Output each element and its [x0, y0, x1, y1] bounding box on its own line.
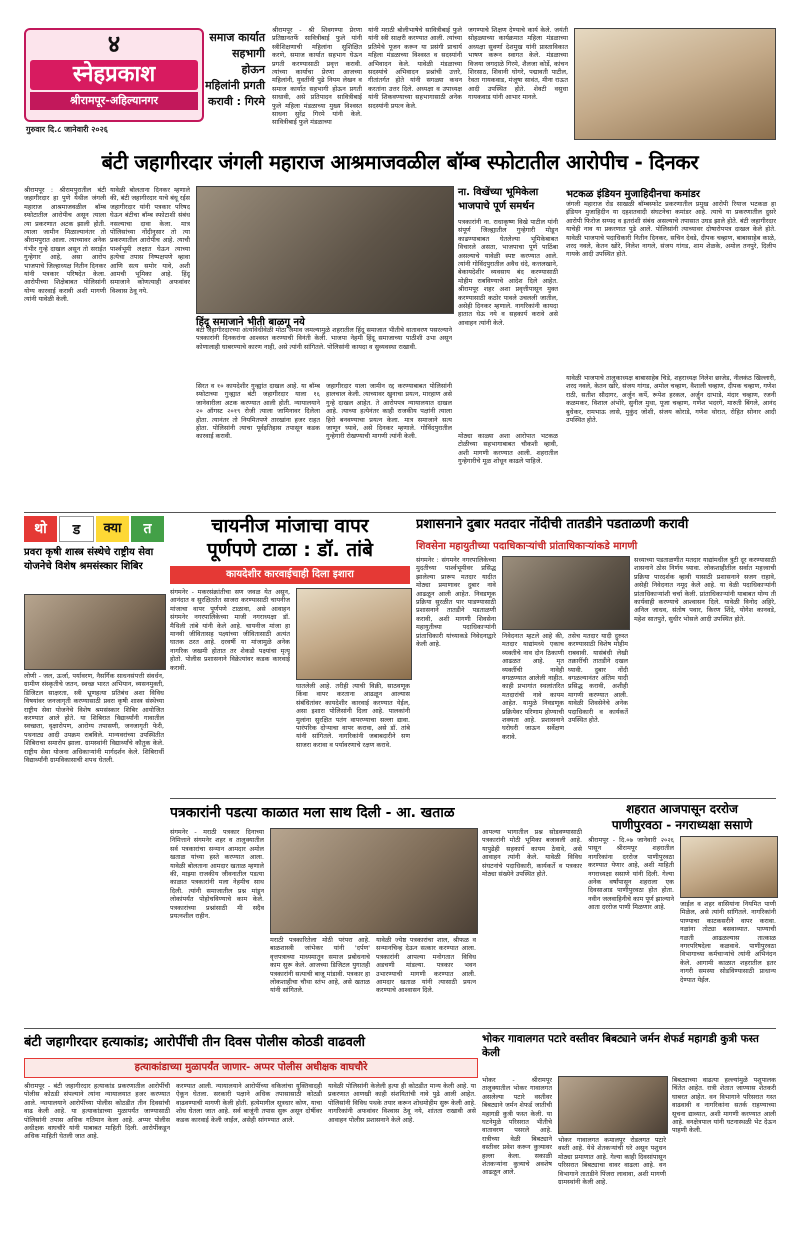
voters-headline: प्रशासनाने दुबार मतदार नोंदीची तातडीने पडताळणी करावी [416, 517, 689, 532]
badge-letter: त [131, 516, 164, 542]
badge-letter: थो [24, 516, 57, 542]
top-article-col3: जगण्याचे शिक्षण देण्याचे कार्य केले. जयंती सोहळ्याच्या कार्यक्रमात महिला मंडळाच्या अध्यक्षा सुवर्णा देशमुख यांनी प्रास्ताविकात भाषण करून स्वागत केले. मंडळाच्या विजया जगदाळे गिरमे, शैलजा कोर्डे, कांचन शिरसाठ, शिवानी घोगरे, पद्मावती पाटील, रेवता गायकवाड, मंजूषा सावंत, मीना राऊत आदी उपस्थित होते. शेवटी वसुधा गायकवाड यांनी आभार मानले. [468, 26, 568, 102]
lead-col2: यावेळी बोलताना दिनकर म्हणाले की, बंटी जहागीरदार याचे बंधू रईस जहागीरदार यांनी पत्रकार परिषद घेऊन बंटीचा बॉम्ब स्फोटाशी संबंध नसल्याचा दावा केला. मात्र पोलिसांच्या नोंदीनुसार तो त्या प्रकरणातील आरोपीच आहे. त्याची पार्श्वभूमी लक्षात घेऊन त्याच्या हत्येचा तपास निष्पक्षपणे व्हावा आणि सत्य समोर यावे, अशी आमची भूमिका आहे. हिंदू समाजाने कोणत्याही अफवांवर विश्वास ठेवू नये. [110, 186, 190, 295]
thodakyat-headline: प्रवरा कृषी शास्त्र संस्थेचे राष्ट्रीय सेवा योजनेचे विशेष श्रमसंस्कार शिबिर [24, 547, 154, 572]
page-number: ४ [107, 30, 121, 58]
khatal-col1: संगमनेर - मराठी पत्रकार दिनाच्या निमित्ताने संगमनेर शहर व तालुक्यातील सर्व पत्रकारांचा सन्मान आमदार अमोल खताळ यांच्या हस्ते करण्यात आला. यावेळी बोलताना आमदार खताळ म्हणाले की, माझ्या राजकीय जीवनातील पडत्या काळात पत्रकारांनी मला नेहमीच साथ दिली. त्यांनी समाजातील प्रश्न मांडून लोकांपर्यंत पोहोचविण्याचे काम केले. पत्रकारांच्या प्रश्नांसाठी मी सदैव प्रयत्नशील राहीन. [170, 828, 264, 921]
leopard-col3: बिबट्याच्या वाढत्या हल्ल्यांमुळे पशुपालक चिंतेत आहेत. रात्री शेतात जाण्यास शेतकरी घाबरत आहेत. वन विभागाने परिसरात गस्त वाढवावी व नागरिकांना सतर्क राहण्याच्या सूचना द्याव्यात, अशी मागणी करण्यात आली आहे. वनक्षेत्रपाल यांनी घटनास्थळी भेट देऊन पाहणी केली. [672, 1076, 776, 1135]
voters-subhead: शिवसेना महायुतीच्या पदाधिकाऱ्यांची प्रांताधिकाऱ्यांकडे मागणी [416, 541, 638, 552]
manja-banner: कायदेशीर कारवाईचाही दिला इशारा [170, 566, 410, 584]
lead-col1: श्रीरामपूर : श्रीरामपुरातील बंटी जहागीरदार हा पुणे येथील जंगली महाराज आश्रमाजवळील बॉम्ब स्फोटातील आरोपीच असून त्याला त्या प्रकरणात अटक झाली होती. त्याला जामीन मिळाल्यानंतर तो श्रीरामपुरात आला. त्याच्यावर अनेक गंभीर गुन्हे दाखल असून तो सराईत गुन्हेगार आहे, असा आरोप भाजपाचे जिल्हाध्यक्ष नितीन दिनकर यांनी पत्रकार परिषदेत केला. आरोपीच्या शिक्षेबाबत पोलिसांनी योग्य कारवाई करावी अशी मागणी त्यांनी यावेळी केली. [24, 186, 106, 304]
photo-caption-title: हिंदू समाजाने भीती बाळगू नये [196, 317, 305, 328]
custody-subhead: हत्याकांडाच्या मुळापर्यंत जाणार- अप्पर पोलीस अधीक्षक वाघचौरे [24, 1058, 478, 1078]
journalists-photo [270, 828, 478, 934]
official-portrait [680, 836, 778, 898]
opposition-text: पत्रकारांनी ना. राधाकृष्ण विखे पाटील यांनी संपूर्ण जिल्ह्यातील गुन्हेगारी मोडून काढण्याबाबत घेतलेल्या भूमिकेबाबत विचारले असता, भाजपाचा पूर्ण पाठिंबा असल्याचे यावेळी स्पष्ट करण्यात आले. त्यांनी गोविंदपुरातील अवैध धंदे, कत्तलखाने, बेकायदेशीर व्यवसाय बंद करण्यासाठी मोहीम राबविण्याचे आदेश दिले आहेत. श्रीरामपूर शहर अशा प्रवृत्तीपासून मुक्त करण्यासाठी कठोर पावले उचलली जातील, असेही दिनकर म्हणाले. नागरिकांनी कायदा हातात घेऊ नये व सहकार्य करावे असे आवाहन त्यांनी केले. [458, 218, 558, 327]
opposition-text2: मोठ्या काळ्या अशा आरोपात भटकळ टोळीच्या सहभागाबाबत चौकशी व्हावी, अशी मागणी करण्यात आली. शहरातील गुन्हेगारीचे मूळ शोधून काढले पाहिजे. [458, 432, 558, 466]
doctor-portrait [296, 588, 412, 680]
custody-col1: श्रीरामपूर - बंटी जहागीरदार हत्याकांड प्रकरणातील आरोपींची पोलीस कोठडी संपल्याने त्यांना न्यायालयात हजर करण्यात आले. न्यायालयाने आरोपींच्या पोलीस कोठडीत तीन दिवसांची वाढ केली आहे. या हत्याकांडाच्या मुळापर्यंत जाण्यासाठी पोलिसांनी तपास अधिक गतिमान केला आहे. अप्पर पोलीस अधीक्षक वाघचौरे यांनी याबाबत माहिती दिली. आरोपींकडून अधिक माहिती घेतली जात आहे. [24, 1082, 170, 1141]
masthead-title: स्नेहप्रकाश [30, 60, 198, 90]
bhatkal-text: जंगली महाराज रोड साखळी बॉम्बस्फोट प्रकरणातील प्रमुख आरोपी रियाज भटकळ हा इंडियन मुजाहिदीन या दहशतवादी संघटनेचा कमांडर आहे. त्याचे या प्रकरणातील दुसरे आरोपी फिरोज सय्यद व इतरांशी संबंध असल्याचे तपासात उघड झाले होते. बंटी जहागीरदार याचेही नाव या प्रकरणात पुढे आले. पोलिसांनी त्याच्यावर दोषारोपपत्र दाखल केले होते. यावेळी भाजपाचे पदाधिकारी नितीन दिनकर, सचिन देवडे, दीपक चव्हाण, बाबासाहेब काळे, शरद नवले, केतन खोरे, निलेश नागले, संजय गांगड, शाम शेळके, अमोल तनपुरे, दिलीप गायके आदी उपस्थित होते. [566, 200, 776, 259]
water-text: श्रीरामपूर - दि.०७ जानेवारी २०२६ पासून श्रीरामपूर शहरातील नागरिकांना दररोज पाणीपुरवठा करण्यात येणार आहे, अशी माहिती नगराध्यक्षा ससाणे यांनी दिली. गेल्या अनेक वर्षांपासून शहराला एक दिवसाआड पाणीपुरवठा होत होता. नवीन जलवाहिनीचे काम पूर्ण झाल्याने आता दररोज पाणी मिळणार आहे. [588, 836, 674, 912]
leopard-col1: भोकर - श्रीरामपूर तालुक्यातील भोकर गावालगत असलेल्या पटारे वस्तीवर बिबट्याने जर्मन शेफर्ड जातीची महागडी कुत्री फस्त केली. या घटनेमुळे परिसरात भीतीचे वातावरण पसरले आहे. रात्रीच्या वेळी बिबट्याने वस्तीवर प्रवेश करून कुत्र्यावर हल्ला केला. सकाळी शेतकऱ्यांना कुत्र्याचे अवशेष आढळून आले. [482, 1076, 552, 1177]
lead-col3: सिरत व १० कायदेशीर गुन्ह्यांत दाखल आहे. या बॉम्ब स्फोटाच्या गुन्ह्यात बंटी जहागीरदार याला १६ जानेवारीला अटक करण्यात आली होती. न्यायालयाने २० ऑगस्ट २०१९ रोजी त्याला जामिनावर दिलेला होता. त्यानंतर तो नियमितपणे तारखांना हजर राहत होता. पोलिसांनी त्याचा पूर्वइतिहास तपासून कडक कारवाई करावी. [196, 382, 320, 441]
divider [24, 512, 776, 513]
names-block: यावेळी भाजपाचे तालुकाध्यक्ष बाबासाहेब चिडे, शहराध्यक्ष निलेश छाजेड, नीलकंठ खिल्लारी, शरद नवले, केतन खोरे, संजय गांगड, अमोल चव्हाण, वैशाली चव्हाण, दीपक चव्हाण, गणेश राठी, सतीश सौदागर, अर्जुन कर्पे, रूपेश हरकल, अर्जुन दाभाडे, मंदार चव्हाण, रजनी कळमकर, विशाल अंभोरे, सुनील मुथा, पूजा चव्हाण, गणेश भदरगे, मारुती बिंगले, आनंद बुधेकर, रामभाऊ लासे, मुकुंद जोशी, संजय कोराडे, गणेश थोरात, रोहित सोनार आदी उपस्थित होते. [566, 374, 776, 425]
voters-col2: निवेदनात म्हटले आहे की, मतदार याद्यांमध्ये एकाच व्यक्तीचे नाव दोन ठिकाणी आढळत आहे. मृत व्यक्तींची नावेही वगळण्यात आलेली नाहीत. काही प्रभागांत स्थलांतरित मतदारांची नावे कायम आहेत. यामुळे निवडणूक प्रक्रियेवर परिणाम होण्याची शक्यता आहे. प्रशासनाने घरोघरी जाऊन सर्वेक्षण करावे. [502, 632, 564, 741]
khatal-headline: पत्रकारांनी पडत्या काळात मला साथ दिली - आ. खताळ [170, 805, 455, 821]
camp-photo [24, 594, 166, 670]
manja-text2: घातलेली आहे. तरीही त्याची विक्री, साठवणूक किंवा वापर करताना आढळून आल्यास संबंधितांवर कायदेशीर कारवाई करण्यात येईल, असा इशारा पोलिसांनी दिला आहे. पालकांनी मुलांना सुरक्षित पतंग वापरण्याचा सल्ला द्यावा. पारंपरिक दोऱ्याचा वापर करावा, असे डॉ. तांबे यांनी सांगितले. नागरिकांनी जबाबदारीने सण साजरा करावा व पर्यावरणाचे रक्षण करावे. [296, 682, 410, 749]
bhatkal-headline: भटकळ इंडियन मुजाहिदीनचा कमांडर [566, 189, 700, 200]
top-article-col1: श्रीरामपूर - श्री शिवगण्या प्रेरणा प्रतिष्ठानतर्फे सावित्रीबाई फुले यांनी स्त्रीशिक्षणाची महिलांना सुशिक्षित करणे, समाज कार्यात सहभाग घेऊन प्रगती करण्यासाठी प्रवृत्त करावी. त्यांच्या कार्याचा प्रेरणा आजच्या महिलांनी, युवतींनी पुढे नियम लेखन व समाज कार्यात सहभागी होऊन प्रगती साधावी, असे प्रतिपादन सावित्रीबाई फुले महिला मंडळाच्या मुख्य विश्वस्त साधना सुरेंद्र गिरमे यांनी केले. सावित्रीबाई फुले मंडळाच्या [272, 26, 362, 127]
divider [24, 1028, 776, 1029]
voters-col1: संगमनेर : संगमनेर नगरपालिकेच्या मुदतीच्या पार्श्वभूमीवर प्रसिद्ध झालेल्या प्रारूप मतदार यादीत मोठ्या प्रमाणावर दुबार नावे आढळून आली आहेत. निवडणूक प्रक्रिया सुरळीत पार पाडण्यासाठी प्रशासनाने तातडीने पडताळणी करावी, अशी मागणी शिवसेना महायुतीच्या पदाधिकाऱ्यांनी प्रांताधिकारी यांच्याकडे निवेदनाद्वारे केली आहे. [416, 556, 496, 649]
voters-col4: सध्याच्या पडताळणीत मतदार याद्यांमधील त्रुटी दूर करण्यासाठी शासनाने ठोस निर्णय घ्यावा. लोकशाहीतील सर्वात महत्त्वाची प्रक्रिया पारदर्शक व्हावी यासाठी प्रशासनाने सजग राहावे, असेही निवेदनात नमूद केले आहे. या वेळी पदाधिकाऱ्यांनी प्रांताधिकाऱ्यांशी चर्चा केली. प्रांताधिकाऱ्यांनी याबाबत योग्य ती कार्यवाही करण्याचे आश्वासन दिले. यावेळी विनोद अहिरे, अनिल जाधव, संतोष पवार, किरण शिंदे, योगेश कानवडे, महेश सातपुते, सुधीर भोसले आदी उपस्थित होते. [634, 556, 776, 623]
water-headline-1: शहरात आजपासून दररोज [626, 802, 738, 816]
custody-headline: बंटी जहागीरदार हत्याकांड; आरोपींची तीन दिवस पोलीस कोठडी वाढवली [24, 1035, 366, 1050]
voters-meeting-photo [502, 556, 630, 630]
issue-date: गुरुवार दि.८ जानेवारी २०२६ [26, 125, 108, 134]
top-article-col2: यांनी मराठी बोलीभाषेचे सावित्रीबाई फुले यांनी स्त्री साक्षरी करण्यात आली. त्यांच्या प्रतिमेचे पूजन करून या प्रसंगी प्राचार्य महिला मंडळाच्या विश्वस्त व सदस्यांनी अभिवादन केले. यावेळी मंडळाच्या सदस्यांचे अभिवादन प्रश्नांची उत्तरे, गीतांतर्गत होते यांनी सगळ्या कथन करतांना उत्तर दिले. अध्यक्षा व उपाध्यक्ष यांनी शिकवण्याच्या सहभागासाठी अनेक सदस्यांनी प्रयत्न केले. [368, 26, 462, 110]
dog-photo [558, 1076, 668, 1134]
water-text2: जाईल व शहर वासियांना नियमित पाणी मिळेल, असे त्यांनी सांगितले. नागरिकांनी पाण्याचा काटकसरीने वापर करावा. नळांना तोट्या बसवाव्यात. पाण्याची गळती आढळल्यास तात्काळ नगरपरिषदेला कळवावे. पाणीपुरवठा विभागाच्या कर्मचाऱ्यांचे त्यांनी अभिनंदन केले. आगामी काळात शहरातील इतर नागरी समस्या सोडविण्यासाठी प्राधान्य देण्यात येईल. [680, 900, 776, 984]
manja-headline-2: पूर्णपणे टाळा : डॉ. तांबे [207, 539, 373, 561]
voters-col3: तसेच मतदार यादी दुरुस्त करण्यासाठी विशेष मोहीम राबवावी. यासंबंधी लेखी तक्रारींची तातडीने दखल घ्यावी. दुबार नोंदी वगळल्यानंतर अंतिम यादी प्रसिद्ध करावी, अशीही मागणी करण्यात आली. यावेळी शिवसेनेचे अनेक पदाधिकारी व कार्यकर्ते उपस्थित होते. [568, 632, 628, 725]
water-headline-2: पाणीपुरवठा - नगराध्यक्षा ससाणे [611, 818, 753, 832]
lead-headline: बंटी जहागीरदार जंगली महाराज आश्रमाजवळील बॉम्ब स्फोटातील आरोपीच - दिनकर [101, 150, 699, 174]
leopard-col2: भोकर गावालगत कमालपूर रोडलगत पटारे वस्ती आहे. येथे शेतकऱ्यांची घरे असून पशुधन मोठ्या प्रमाणात आहे. गेल्या काही दिवसांपासून परिसरात बिबट्याचा वावर वाढला आहे. वन विभागाने तातडीने पिंजरा लावावा, अशी मागणी ग्रामस्थांनी केली आहे. [558, 1136, 666, 1187]
manja-text: संगमनेर - मकरसंक्रांतीचा सण जवळ येत असून, आनंदात व सुरक्षिततेत साजरा करण्यासाठी चायनीज मांजाचा वापर पूर्णपणे टाळावा, असे आवाहन संगमनेर नगरपालिकेच्या माजी नगराध्यक्षा डॉ. मैथिली तांबे यांनी केले आहे. चायनीज मांजा हा मानवी जीवितासह पक्ष्यांच्या जीवितासाठी अत्यंत घातक ठरत आहे. दरवर्षी या मांजामुळे अनेक नागरिक जखमी होतात तर शेकडो पक्ष्यांचा मृत्यू होतो. पोलीस प्रशासनाने विक्रेत्यांवर कडक कारवाई करावी. [170, 588, 290, 672]
thodakyat-text: लोणी - जल, ऊर्जा, पर्यावरण, नैसर्गिक साधनसंपत्ती संवर्धन, ग्रामीण संस्कृतीचे जतन, स्वच्छ भारत अभियान, व्यसनमुक्ती, डिजिटल साक्षरता, स्त्री भ्रूणहत्या प्रतिबंध अशा विविध विषयांवर जनजागृती करण्यासाठी प्रवरा कृषी शास्त्र संस्थेच्या राष्ट्रीय सेवा योजनेचे विशेष श्रमसंस्कार शिबिर आयोजित करण्यात आले होते. या शिबिरात विद्यार्थ्यांनी गावातील स्वच्छता, वृक्षारोपण, आरोग्य तपासणी, जनजागृती फेरी, पथनाट्य आदी उपक्रम राबविले. मान्यवरांच्या उपस्थितीत शिबिराचा समारोप झाला. ग्रामस्थांनी विद्यार्थ्यांचे कौतुक केले. राष्ट्रीय सेवा योजना अधिकाऱ्यांनी मार्गदर्शन केले. शिबिरार्थी विद्यार्थ्यांनी ग्रामविकासाची शपथ घेतली. [24, 672, 164, 765]
masthead [24, 28, 204, 122]
photo-caption-text: बंटी जहागीरदारच्या अंत्यविधीवेळी मोठा जमाव जमल्यामुळे शहरातील हिंदू समाजात भीतीचे वातावरण पसरल्याने पत्रकारांनी दिनकरांना आश्वस्त करण्याची विनंती केली. भाजपा नेहमी हिंदू समाजाच्या पाठीशी उभा असून कोणालाही घाबरण्याचे कारण नाही, असे त्यांनी सांगितले. पोलिसांनी कायदा व सुव्यवस्था राखावी. [196, 326, 452, 351]
lead-col4: जहागीरदार याला जामीन रद्द करण्याबाबत पोलिसांनी हालचाल केली. त्याच्यावर खुनाचा प्रयत्न, मारहाण असे गुन्हे दाखल आहेत. ते आरोपपत्र न्यायालयात दाखल आहे. त्याच्या हत्येनंतर काही राजकीय पक्षांनी त्याला हिरो बनवण्याचा प्रयत्न केला. मात्र समाजाने सत्य जाणून घ्यावे, असे दिनकर म्हणाले. गोविंदपुरातील गुन्हेगारी रोखण्याची मागणी त्यांनी केली. [326, 382, 452, 441]
masthead-city: श्रीरामपूर-अहिल्यानगर [30, 92, 198, 110]
custody-col3: यावेळी पोलिसांनी केलेली हत्या ही कोठडीत मान्य केली आहे. या प्रकरणात आणखी काही संशयितांची नावे पुढे आली आहेत. पोलिसांनी विविध पथके तयार करून शोधमोहीम सुरू केली आहे. नागरिकांनी अफवांवर विश्वास ठेवू नये, शांतता राखावी असे आवाहन पोलीस प्रशासनाने केले आहे. [328, 1082, 476, 1124]
khatal-col3: यावेळी ज्येष्ठ पत्रकारांचा शाल, श्रीफळ व सन्मानचिन्ह देऊन सत्कार करण्यात आला. पत्रकारांनी आपल्या मनोगतात विविध अडचणी मांडल्या. पत्रकार भवन उभारण्याची मागणी करण्यात आली. आमदार खताळ यांनी त्यासाठी प्रयत्न करण्याचे आश्वासन दिले. [376, 936, 476, 995]
press-conference-photo [196, 186, 454, 314]
side-headline: समाज कार्यात सहभागी होऊन महिलांनी प्रगती करावी : गिरमे [205, 31, 265, 108]
khatal-col2: मराठी पत्रकारितेला मोठी परंपरा आहे. बाळशास्त्री जांभेकर यांनी 'दर्पण' वृत्तपत्राच्या माध्यमातून समाज प्रबोधनाचे काम सुरू केले. आजच्या डिजिटल युगातही पत्रकारांनी सत्याची बाजू मांडावी. पत्रकार हा लोकशाहीचा चौथा स्तंभ आहे, असे खताळ यांनी सांगितले. [270, 936, 370, 995]
badge-letter: क्या [96, 516, 129, 542]
manja-headline-1: चायनीज मांजाचा वापर [211, 515, 369, 537]
women-event-photo [574, 28, 776, 140]
divider [170, 798, 776, 799]
custody-col2: करण्यात आली. न्यायालयाने आरोपींच्या वकिलांचा युक्तिवादही ऐकून घेतला. सरकारी पक्षाने अधिक तपासासाठी कोठडी वाढवण्याची मागणी केली होती. हत्येमागील सूत्रधार कोण, याचा शोध घेतला जात आहे. सर्व बाजूंनी तपास सुरू असून दोषींवर कडक कारवाई केली जाईल, असेही सांगण्यात आले. [176, 1082, 322, 1124]
badge-letter: ड [59, 516, 94, 542]
khatal-col4: आपल्या भागातील प्रश्न सोडवण्यासाठी पत्रकारांनी मोठी भूमिका बजावली आहे. यापुढेही सहकार्य कायम ठेवावे, असे आवाहन त्यांनी केले. यावेळी विविध संघटनांचे पदाधिकारी, कार्यकर्ते व पत्रकार मोठ्या संख्येने उपस्थित होते. [482, 828, 582, 879]
leopard-headline: भोकर गावालगत पटारे वस्तीवर बिबट्याने जर्मन शेफर्ड महागडी कुत्री फस्त केली [482, 1033, 759, 1059]
thodakyat-badge [24, 516, 164, 542]
opposition-headline: ना. विखेंच्या भूमिकेला भाजपाचे पूर्ण समर्थन [458, 187, 539, 212]
